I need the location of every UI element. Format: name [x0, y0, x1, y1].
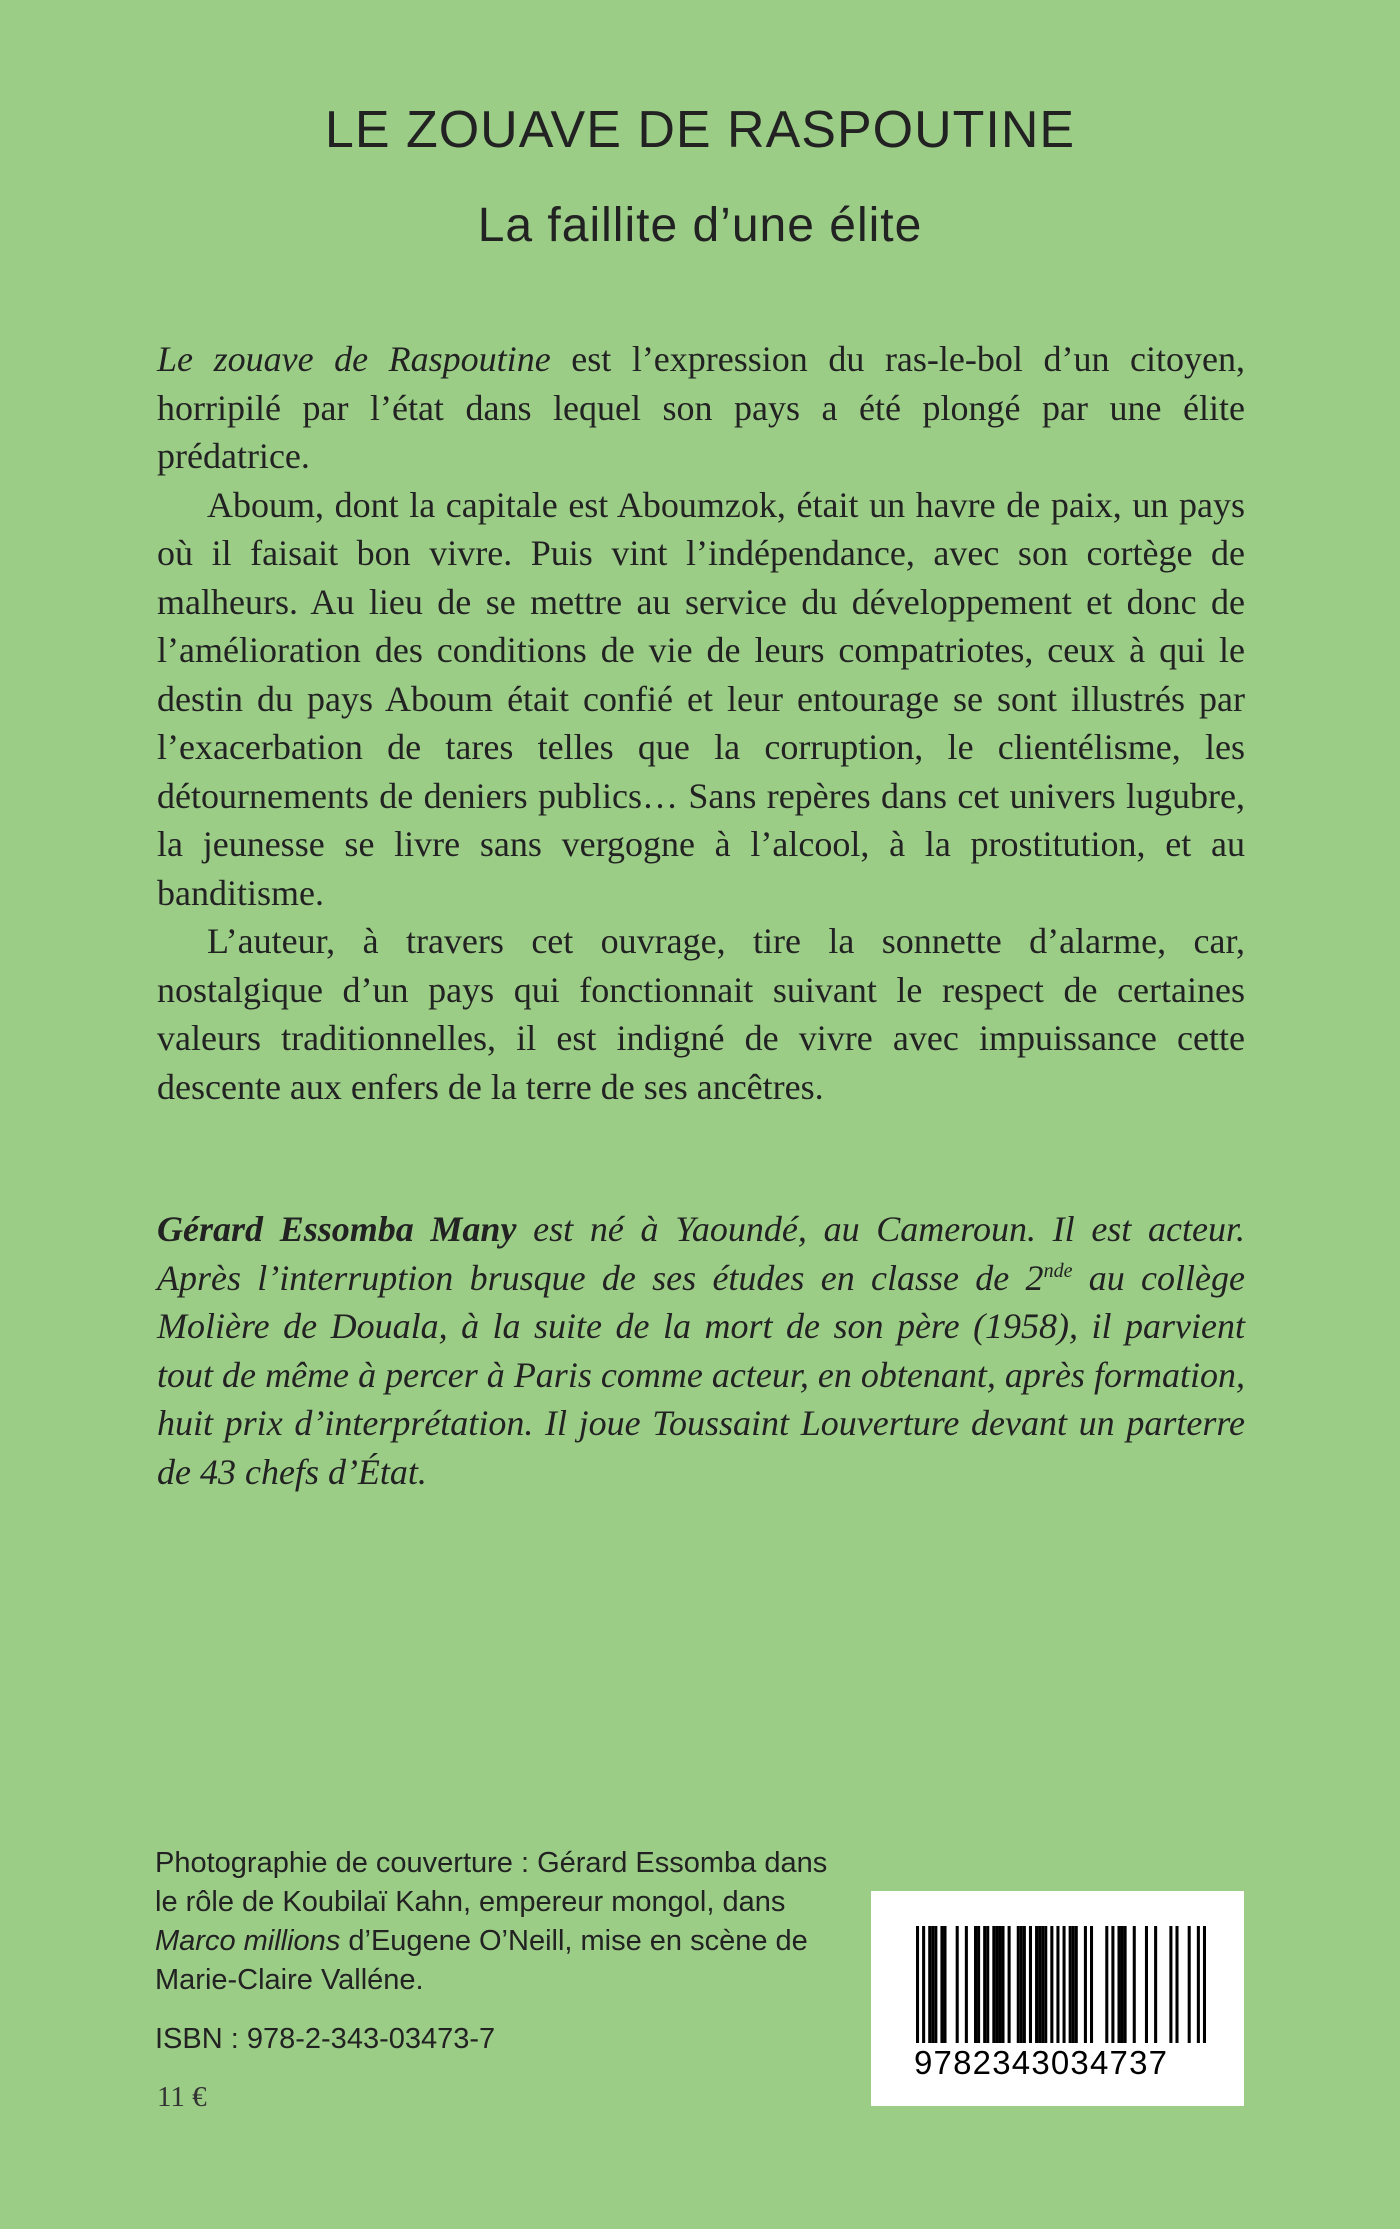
barcode-bar: [1041, 1926, 1044, 2061]
barcode-bar: [1063, 1926, 1066, 2061]
barcode-bar: [934, 1926, 937, 2061]
barcode-bar: [1117, 1926, 1120, 2061]
barcode: [871, 1891, 1244, 2106]
barcode-bar: [1075, 1926, 1078, 2061]
barcode-bar: [1169, 1926, 1172, 2061]
barcode-bar: [1105, 1926, 1108, 2061]
barcode-bar: [1056, 1926, 1059, 2061]
barcode-bar: [1154, 1926, 1157, 2061]
barcode-bar: [1121, 1926, 1124, 2061]
barcode-bar: [1035, 1926, 1038, 2061]
barcode-bar: [1001, 1926, 1004, 2061]
credit-text-2: d’Eugene O’Neill, mise en scène de Marie-Claire Valléne.: [155, 1925, 808, 1996]
description-p1-text: est l’expression du ras-le-bol d’un citoyen, horripilé par l’état dans lequel son pays a été plongé par une élite prédatrice.: [157, 339, 1245, 476]
barcode-bars-graphic: [916, 1926, 1206, 2061]
barcode-bar: [1044, 1926, 1047, 2061]
barcode-bar: [940, 1926, 943, 2061]
barcode-bar: [1038, 1926, 1041, 2061]
author-bio-text-2: au collège Molière de Douala, à la suite de la mort de son père (1958), il parvient tout de même à percer à Paris comme acteur, en obtenant, après formation, huit prix d’interprétation. Il joue Toussaint Louverture devant un parterre de 43 chefs d’État.: [157, 1257, 1245, 1492]
credit-play-title: Marco millions: [155, 1925, 341, 1957]
barcode-bar: [995, 1926, 998, 2061]
price: 11 €: [157, 2081, 207, 2113]
barcode-bar: [1069, 1926, 1072, 2061]
isbn: ISBN : 978-2-343-03473-7: [155, 2023, 496, 2055]
barcode-bar: [1197, 1926, 1200, 2061]
barcode-bars: [916, 1926, 1206, 2061]
author-bio-text-1: est né à Yaoundé, au Cameroun. Il est acteur. Après l’interruption brusque de ses études en classe de 2: [157, 1209, 1245, 1298]
barcode-bar: [928, 1926, 931, 2061]
barcode-bar: [1023, 1926, 1026, 2061]
description-title-italic: Le zouave de Raspoutine: [157, 339, 551, 379]
barcode-bar: [983, 1926, 986, 2061]
barcode-digits: 9782343034737: [912, 2043, 1214, 2083]
book-title: LE ZOUAVE DE RASPOUTINE: [324, 101, 1076, 159]
barcode-bar: [1008, 1926, 1011, 2061]
barcode-bar: [922, 1926, 925, 2061]
description-paragraph-3: L’auteur, à travers cet ouvrage, tire la sonnette d’alarme, car, nostalgique d’un pays qui fonctionnait suivant le respect de certaines valeurs traditionnelles, il est indigné de vivre avec impuissance cette descente aux enfers de la terre de ses ancêtres.: [157, 921, 1245, 1107]
barcode-bar: [916, 1926, 919, 2061]
credit-text-1: Photographie de couverture : Gérard Essomba dans le rôle de Koubilaï Kahn, empereur mongol, dans: [155, 1847, 828, 1918]
barcode-bar: [943, 1926, 946, 2061]
barcode-bar: [1111, 1926, 1114, 2061]
barcode-bar: [1084, 1926, 1087, 2061]
barcode-bar: [1017, 1926, 1020, 2061]
author-bio-superscript: nde: [1043, 1259, 1073, 1282]
description-paragraph-2: Aboum, dont la capitale est Aboumzok, était un havre de paix, un pays où il faisait bon vivre. Puis vint l’indépendance, avec son cortège de malheurs. Au lieu de se mettre au service du développement et donc de l’amélioration des conditions de vie de leurs compatriotes, ceux à qui le destin du pays Aboum était confié et leur entourage se sont illustrés par l’exacerbation de tares telles que la corruption, le clientélisme, les détournements de deniers publics… Sans repères dans cet univers lugubre, la jeunesse se livre sans vergogne à l’alcool, à la prostitution, et au banditisme.: [157, 484, 1245, 913]
barcode-bar: [956, 1926, 959, 2061]
author-name: Gérard Essomba Many: [157, 1209, 517, 1249]
barcode-bar: [1020, 1926, 1023, 2061]
barcode-bar: [974, 1926, 977, 2061]
barcode-bar: [965, 1926, 968, 2061]
barcode-bar: [1133, 1926, 1136, 2061]
barcode-bar: [998, 1926, 1001, 2061]
cover-photo-credit: [155, 1844, 855, 2000]
barcode-bar: [1203, 1926, 1206, 2061]
barcode-bar: [986, 1926, 989, 2061]
barcode-bar: [1050, 1926, 1053, 2061]
barcode-bar: [931, 1926, 934, 2061]
barcode-bar: [1029, 1926, 1032, 2061]
description-paragraph-1: [157, 335, 1245, 481]
barcode-bar: [1175, 1926, 1178, 2061]
author-bio: [157, 1205, 1245, 1496]
barcode-bar: [1188, 1926, 1191, 2061]
barcode-bar: [992, 1926, 995, 2061]
barcode-bar: [1145, 1926, 1148, 2061]
barcode-bar: [1124, 1926, 1127, 2061]
barcode-bar: [1090, 1926, 1093, 2061]
barcode-bar: [977, 1926, 980, 2061]
book-description: [157, 335, 1245, 1111]
book-subtitle: La faillite d’une élite: [477, 199, 923, 252]
barcode-bar: [1072, 1926, 1075, 2061]
